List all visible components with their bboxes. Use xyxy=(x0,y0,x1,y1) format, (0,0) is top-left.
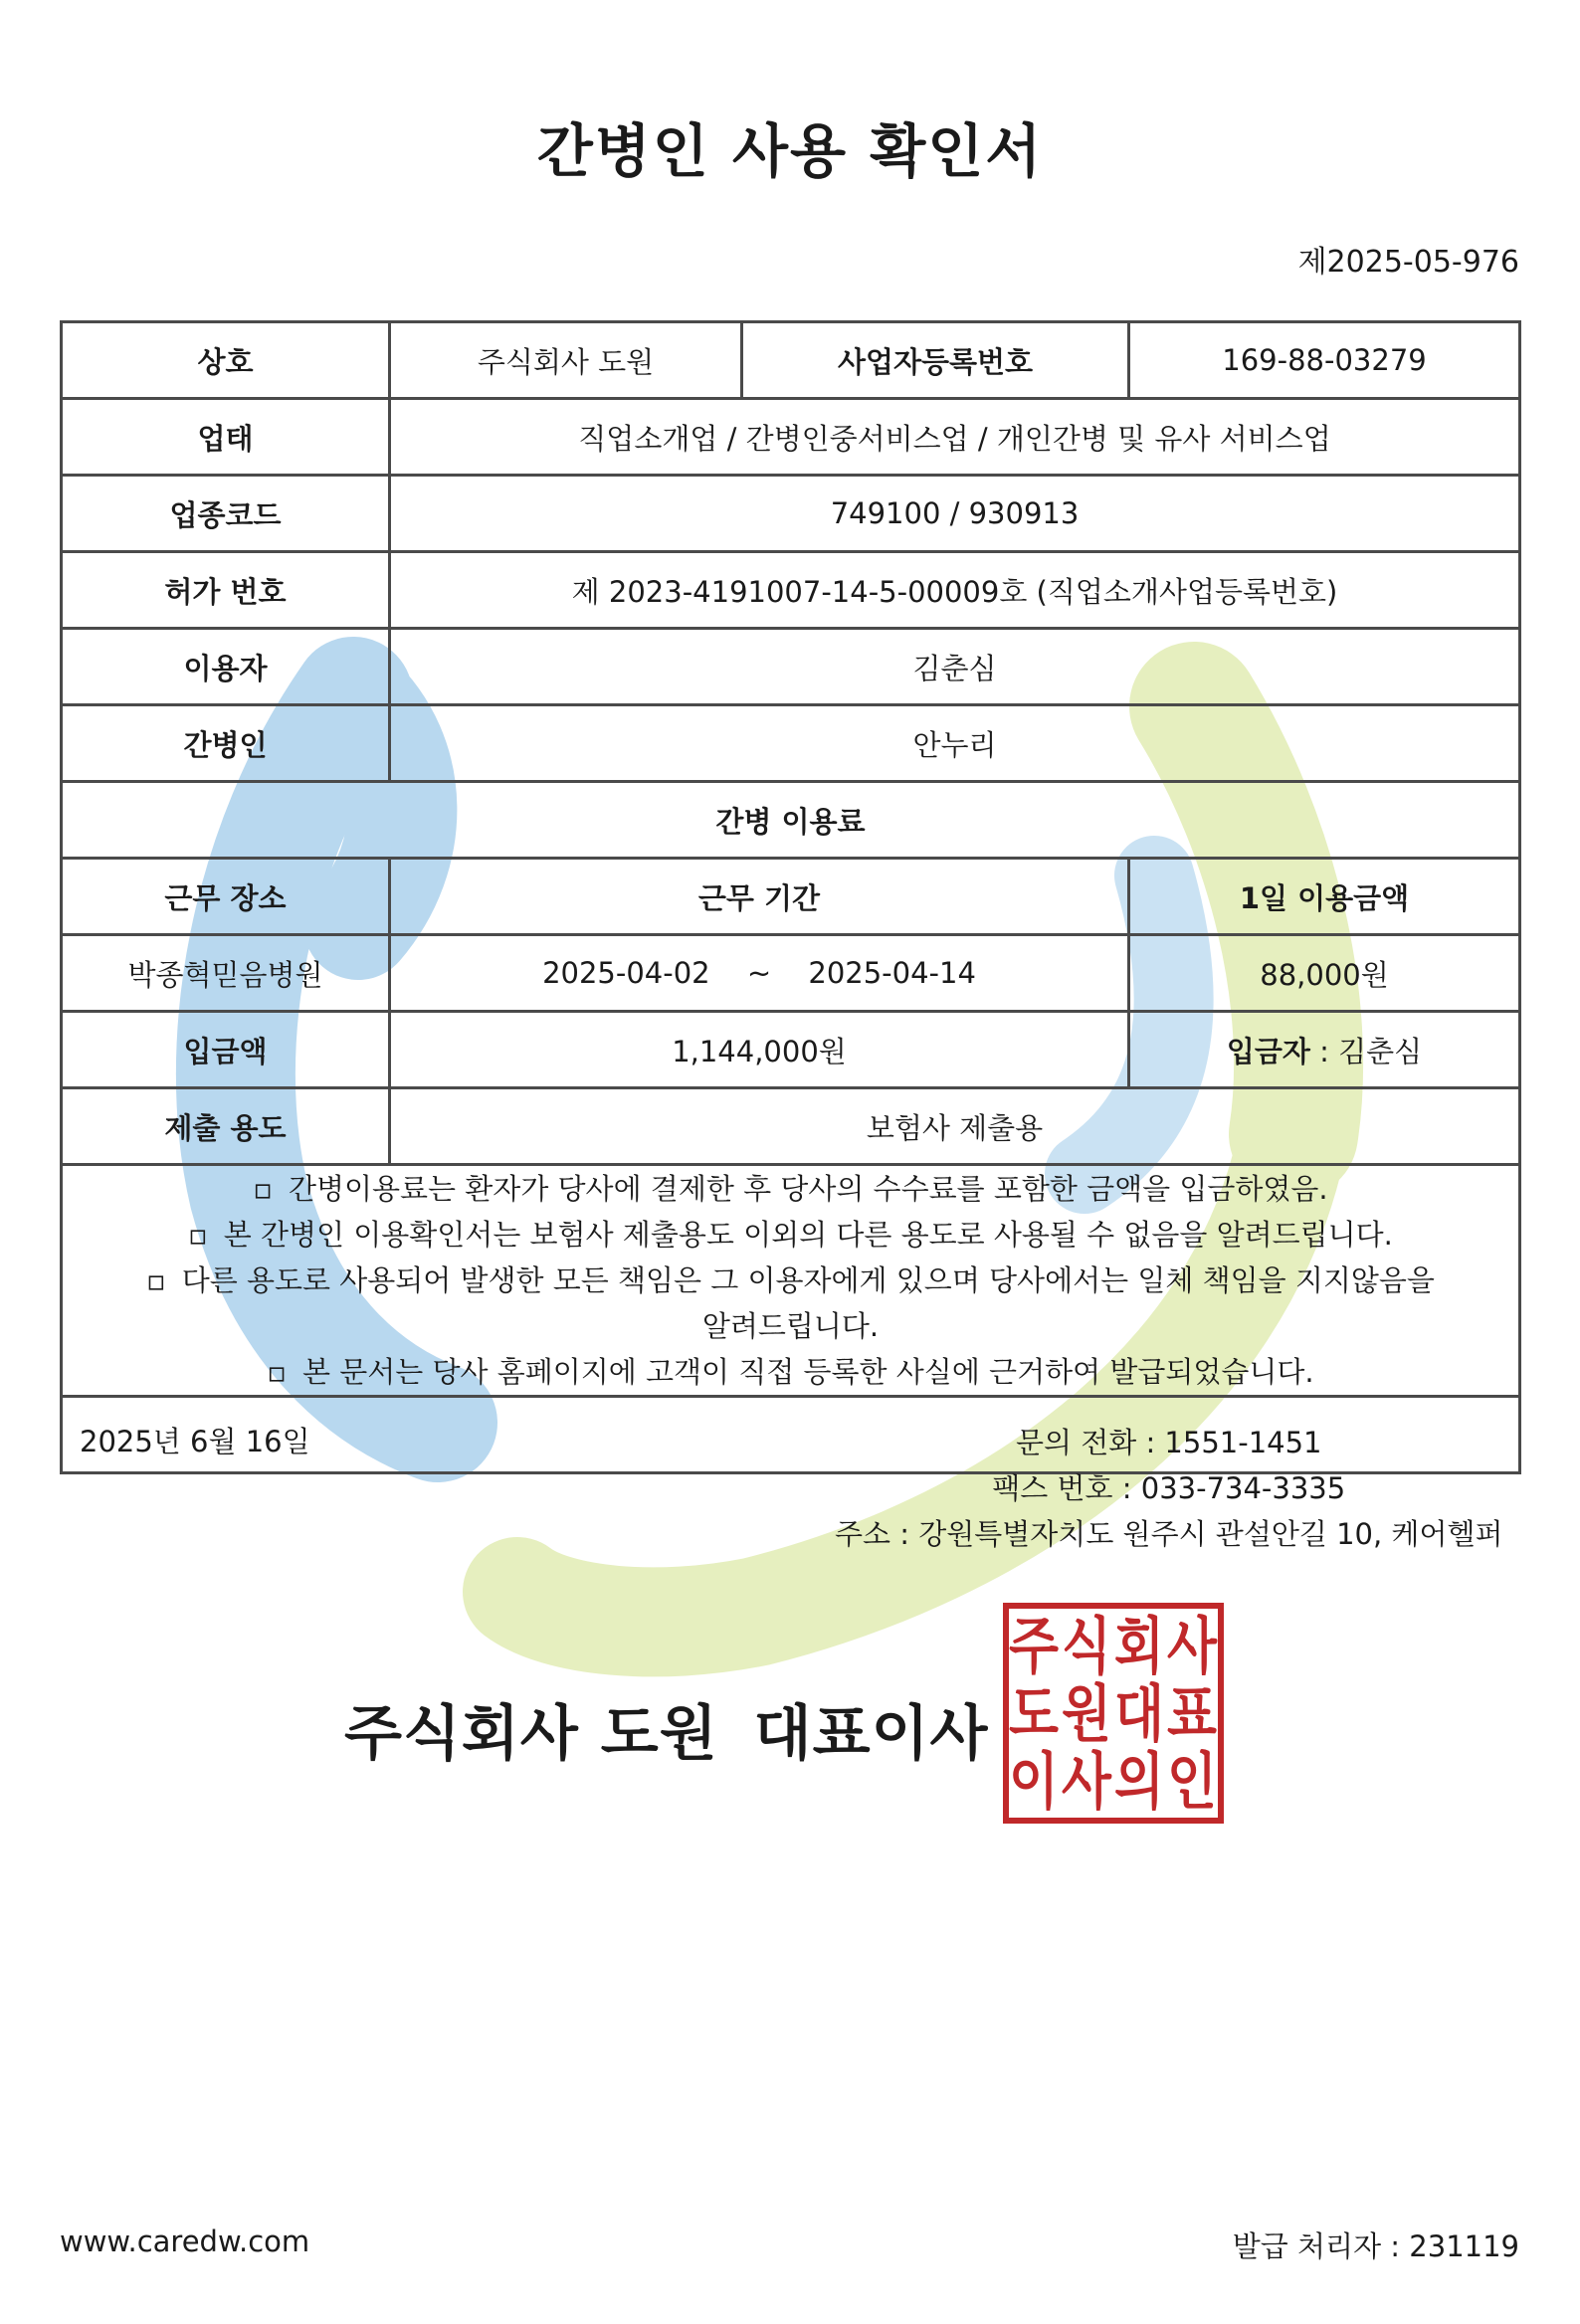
notes-cell xyxy=(62,1165,1520,1397)
registration-number-label: 사업자등록번호 xyxy=(742,322,1129,399)
purpose-label: 제출 용도 xyxy=(62,1088,390,1165)
website-url: www.caredw.com xyxy=(60,2225,310,2258)
seal-glyph: 의 xyxy=(1114,1745,1164,1818)
work-period-header: 근무 기간 xyxy=(390,859,1129,935)
fee-heading-row xyxy=(62,782,1520,859)
user-label: 이용자 xyxy=(62,629,390,705)
note-bullet: ▫ xyxy=(253,1172,273,1206)
seal-glyph: 주 xyxy=(1009,1610,1060,1682)
caregiver-row xyxy=(62,705,1520,782)
depositor-value: 김춘심 xyxy=(1338,1034,1423,1068)
note-bullet: ▫ xyxy=(188,1218,208,1252)
footer-row xyxy=(62,1397,1520,1473)
fee-section-heading: 간병 이용료 xyxy=(62,782,1520,859)
business-type-row xyxy=(62,399,1520,476)
seal-glyph: 원 xyxy=(1062,1677,1111,1750)
document-title: 간병인 사용 확인서 xyxy=(536,117,1044,185)
note-bullet: ▫ xyxy=(267,1355,287,1389)
note-text: 간병이용료는 환자가 당사에 결제한 후 당사의 수수료를 포함한 금액을 입금하였음. xyxy=(288,1172,1328,1206)
note-item xyxy=(69,1349,1512,1395)
industry-code-value: 749100 / 930913 xyxy=(390,476,1520,552)
certificate-table xyxy=(60,320,1521,1818)
period-end: 2025-04-14 xyxy=(808,956,976,990)
period-start: 2025-04-02 xyxy=(542,956,710,990)
footer-cell xyxy=(62,1397,1520,1818)
deposit-row xyxy=(62,1012,1520,1088)
company-name-label: 상호 xyxy=(62,322,390,399)
caregiver-label: 간병인 xyxy=(62,705,390,782)
contact-address: 주소 : 강원특별자치도 원주시 관설안길 10, 케어헬퍼 xyxy=(835,1517,1503,1551)
fee-header-row xyxy=(62,859,1520,935)
deposit-value: 1,144,000원 xyxy=(390,1012,1129,1088)
registration-number-value: 169-88-03279 xyxy=(1129,322,1520,399)
seal-glyph: 식 xyxy=(1062,1610,1111,1682)
seal-glyph: 회 xyxy=(1114,1610,1164,1682)
business-type-label: 업태 xyxy=(62,399,390,476)
company-name-signature: 주식회사 도원 xyxy=(344,1699,718,1769)
company-row xyxy=(62,322,1520,399)
seal-glyph: 인 xyxy=(1167,1745,1217,1818)
period-separator: ~ xyxy=(746,956,772,990)
work-place-header: 근무 장소 xyxy=(62,859,390,935)
contact-fax: 팩스 번호 : 033-734-3335 xyxy=(992,1471,1346,1505)
daily-fee-value: 88,000원 xyxy=(1129,935,1520,1012)
contact-info xyxy=(835,1420,1502,1557)
license-row xyxy=(62,552,1520,629)
note-item xyxy=(69,1166,1512,1212)
work-place-value: 박종혁믿음병원 xyxy=(62,935,390,1012)
caregiver-value: 안누리 xyxy=(390,705,1520,782)
company-seal xyxy=(1002,1602,1225,1825)
purpose-value: 보험사 제출용 xyxy=(390,1088,1520,1165)
notes-row xyxy=(62,1165,1520,1397)
work-period-value xyxy=(390,935,1129,1012)
user-value: 김춘심 xyxy=(390,629,1520,705)
fee-value-row xyxy=(62,935,1520,1012)
issuer-id: 발급 처리자 : 231119 xyxy=(1232,2229,1519,2263)
note-item xyxy=(69,1212,1512,1258)
daily-fee-header: 1일 이용금액 xyxy=(1129,859,1520,935)
purpose-row xyxy=(62,1088,1520,1165)
seal-glyph: 표 xyxy=(1167,1677,1218,1750)
license-label: 허가 번호 xyxy=(62,552,390,629)
business-type-value: 직업소개업 / 간병인중서비스업 / 개인간병 및 유사 서비스업 xyxy=(390,399,1520,476)
note-item xyxy=(69,1258,1512,1349)
depositor-separator: : xyxy=(1309,1034,1339,1068)
note-text: 다른 용도로 사용되어 발생한 모든 책임은 그 이용자에게 있으며 당사에서는 일체 책임을 지지않음을 알려드립니다. xyxy=(181,1263,1435,1343)
issue-date: 2025년 6월 16일 xyxy=(80,1425,310,1458)
company-name-value: 주식회사 도원 xyxy=(390,322,742,399)
representative-title: 대표이사 xyxy=(753,1699,989,1769)
seal-glyph: 도 xyxy=(1009,1677,1060,1750)
industry-code-label: 업종코드 xyxy=(62,476,390,552)
note-text: 본 간병인 이용확인서는 보험사 제출용도 이외의 다른 용도로 사용될 수 없음을 알려드립니다. xyxy=(223,1218,1393,1252)
document-number: 제2025-05-976 xyxy=(1297,245,1519,280)
depositor-label: 입금자 xyxy=(1226,1034,1310,1068)
seal-glyph: 사 xyxy=(1167,1610,1218,1682)
representative-signature xyxy=(344,1686,989,1772)
deposit-label: 입금액 xyxy=(62,1012,390,1088)
depositor-cell xyxy=(1129,1012,1520,1088)
industry-code-row xyxy=(62,476,1520,552)
seal-glyph: 이 xyxy=(1009,1745,1059,1818)
note-bullet: ▫ xyxy=(146,1263,166,1297)
seal-glyph: 대 xyxy=(1114,1677,1164,1750)
license-value: 제 2023-4191007-14-5-00009호 (직업소개사업등록번호) xyxy=(390,552,1520,629)
user-row xyxy=(62,629,1520,705)
note-text: 본 문서는 당사 홈페이지에 고객이 직접 등록한 사실에 근거하여 발급되었습니다. xyxy=(302,1355,1314,1389)
seal-glyph: 사 xyxy=(1062,1745,1112,1818)
contact-phone: 문의 전화 : 1551-1451 xyxy=(1015,1426,1322,1459)
